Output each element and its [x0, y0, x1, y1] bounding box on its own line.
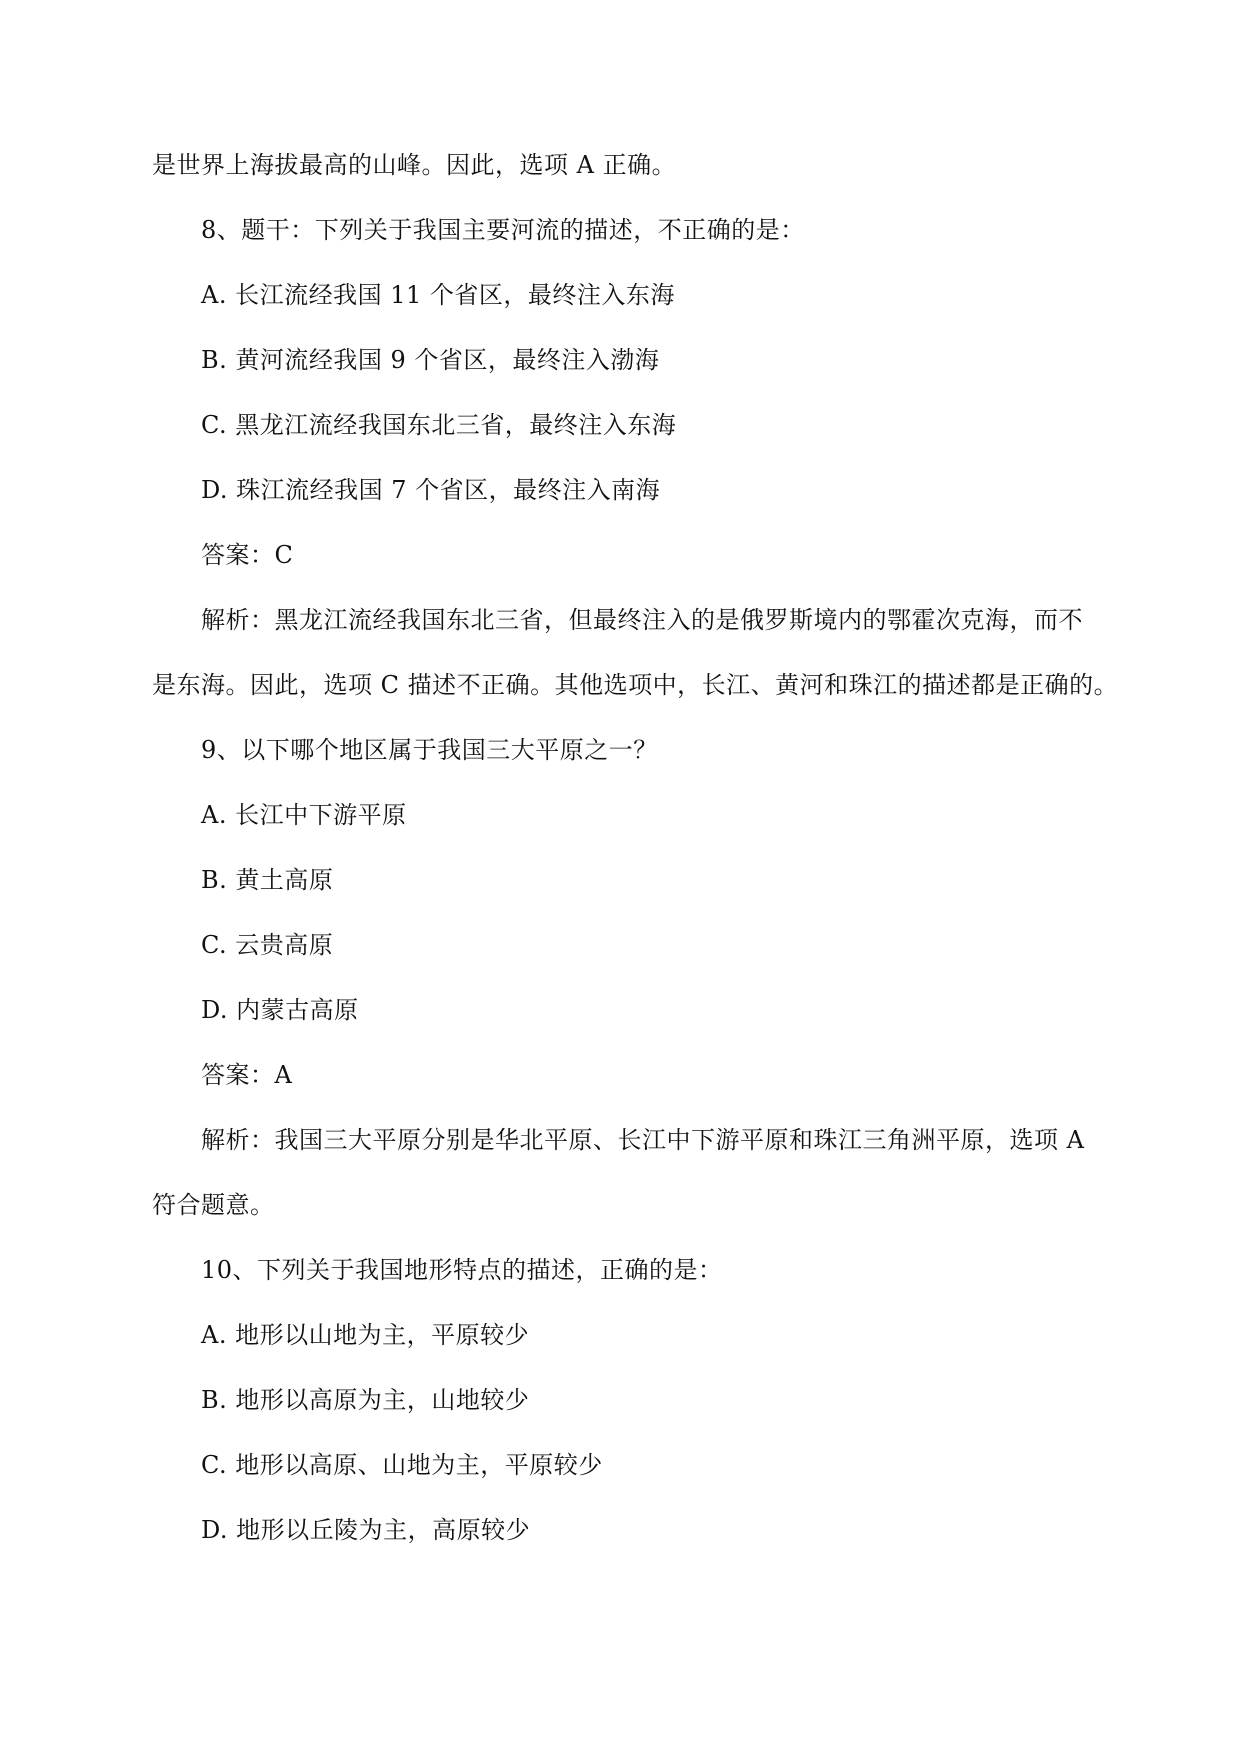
question-8-option-c: C. 黑龙江流经我国东北三省，最终注入东海: [201, 411, 677, 439]
question-8-option-d: D. 珠江流经我国 7 个省区，最终注入南海: [201, 476, 661, 504]
question-8-answer: 答案：C: [201, 541, 294, 569]
question-8-option-a: A. 长江流经我国 11 个省区，最终注入东海: [201, 281, 675, 309]
question-9-explanation-line-1: 解析：我国三大平原分别是华北平原、长江中下游平原和珠江三角洲平原，选项 A: [201, 1126, 1085, 1154]
question-9-explanation-line-2: 符合题意。: [152, 1191, 275, 1219]
question-9-option-b: B. 黄土高原: [201, 866, 334, 894]
question-8-stem: 8、题干：下列关于我国主要河流的描述，不正确的是：: [201, 216, 805, 244]
question-9-answer: 答案：A: [201, 1061, 293, 1089]
question-9-stem: 9、以下哪个地区属于我国三大平原之一？: [201, 736, 658, 764]
question-8-option-b: B. 黄河流经我国 9 个省区，最终注入渤海: [201, 346, 660, 374]
question-9-option-d: D. 内蒙古高原: [201, 996, 359, 1024]
question-9-option-c: C. 云贵高原: [201, 931, 334, 959]
question-8-explanation-line-2: 是东海。因此，选项 C 描述不正确。其他选项中，长江、黄河和珠江的描述都是正确的。: [152, 671, 1119, 699]
question-10-stem: 10、下列关于我国地形特点的描述，正确的是：: [201, 1256, 723, 1284]
question-10-option-b: B. 地形以高原为主，山地较少: [201, 1386, 530, 1414]
question-9-option-a: A. 长江中下游平原: [201, 801, 407, 829]
question-10-option-c: C. 地形以高原、山地为主，平原较少: [201, 1451, 603, 1479]
text-line-prev-explanation-end: 是世界上海拔最高的山峰。因此，选项 A 正确。: [152, 151, 677, 179]
question-10-option-d: D. 地形以丘陵为主，高原较少: [201, 1516, 531, 1544]
question-8-explanation-line-1: 解析：黑龙江流经我国东北三省，但最终注入的是俄罗斯境内的鄂霍次克海，而不: [201, 606, 1083, 634]
question-10-option-a: A. 地形以山地为主，平原较少: [201, 1321, 530, 1349]
